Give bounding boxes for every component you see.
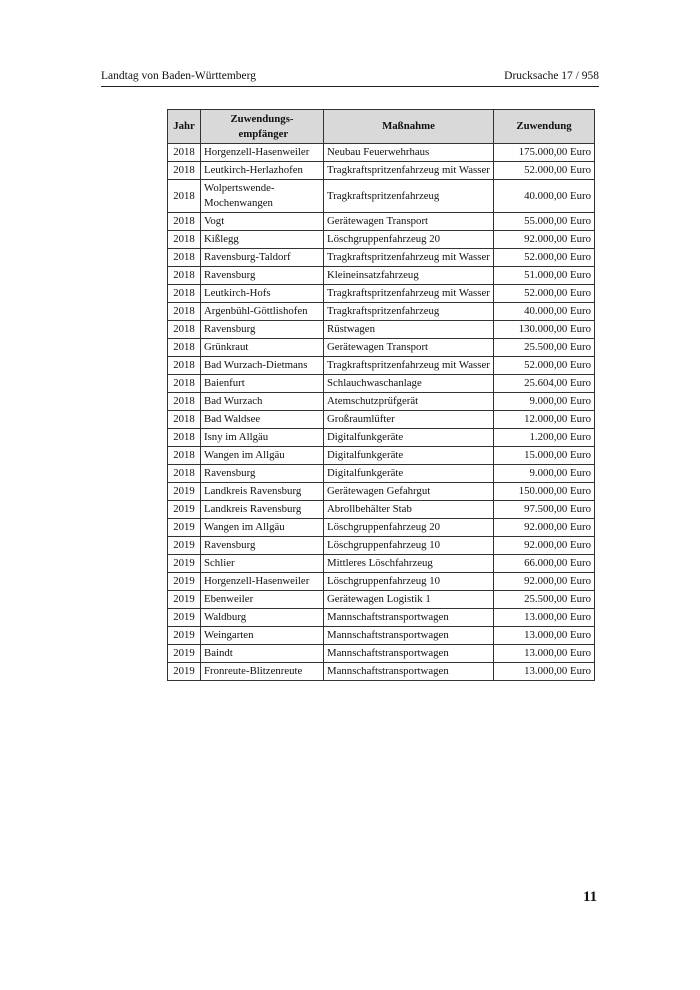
cell-recipient: Schlier xyxy=(201,555,324,573)
cell-measure: Tragkraftspritzenfahrzeug mit Wasser xyxy=(324,162,494,180)
table-row xyxy=(168,555,595,573)
cell-recipient: Vogt xyxy=(201,213,324,231)
cell-year: 2019 xyxy=(168,501,201,519)
cell-amount: 92.000,00 Euro xyxy=(494,537,595,555)
cell-year: 2018 xyxy=(168,375,201,393)
cell-measure: Kleineinsatzfahrzeug xyxy=(324,267,494,285)
cell-recipient: Baindt xyxy=(201,645,324,663)
table-body xyxy=(168,144,595,681)
cell-measure: Tragkraftspritzenfahrzeug mit Wasser xyxy=(324,249,494,267)
col-header-recipient: Zuwendungs- empfänger xyxy=(201,110,324,144)
table-row xyxy=(168,213,595,231)
cell-measure: Schlauchwaschanlage xyxy=(324,375,494,393)
cell-recipient: Bad Wurzach xyxy=(201,393,324,411)
page-header xyxy=(101,69,599,87)
cell-recipient: Grünkraut xyxy=(201,339,324,357)
cell-recipient: Argenbühl-Göttlishofen xyxy=(201,303,324,321)
table-row xyxy=(168,249,595,267)
cell-year: 2018 xyxy=(168,339,201,357)
cell-measure: Mannschaftstransportwagen xyxy=(324,663,494,681)
cell-amount: 9.000,00 Euro xyxy=(494,393,595,411)
cell-amount: 25.604,00 Euro xyxy=(494,375,595,393)
table-row xyxy=(168,180,595,213)
cell-amount: 12.000,00 Euro xyxy=(494,411,595,429)
cell-amount: 92.000,00 Euro xyxy=(494,231,595,249)
cell-recipient: Wangen im Allgäu xyxy=(201,519,324,537)
table-row xyxy=(168,609,595,627)
cell-amount: 15.000,00 Euro xyxy=(494,447,595,465)
cell-amount: 1.200,00 Euro xyxy=(494,429,595,447)
cell-recipient: Leutkirch-Hofs xyxy=(201,285,324,303)
cell-recipient: Leutkirch-Herlazhofen xyxy=(201,162,324,180)
table-row xyxy=(168,573,595,591)
table-row xyxy=(168,483,595,501)
cell-measure: Tragkraftspritzenfahrzeug mit Wasser xyxy=(324,285,494,303)
cell-amount: 97.500,00 Euro xyxy=(494,501,595,519)
cell-measure: Tragkraftspritzenfahrzeug xyxy=(324,180,494,213)
cell-year: 2019 xyxy=(168,645,201,663)
cell-amount: 13.000,00 Euro xyxy=(494,645,595,663)
cell-year: 2018 xyxy=(168,162,201,180)
cell-measure: Gerätewagen Logistik 1 xyxy=(324,591,494,609)
cell-year: 2018 xyxy=(168,429,201,447)
table-row xyxy=(168,303,595,321)
cell-amount: 9.000,00 Euro xyxy=(494,465,595,483)
table-row xyxy=(168,285,595,303)
cell-amount: 52.000,00 Euro xyxy=(494,357,595,375)
cell-measure: Tragkraftspritzenfahrzeug mit Wasser xyxy=(324,357,494,375)
table-row xyxy=(168,429,595,447)
cell-amount: 92.000,00 Euro xyxy=(494,519,595,537)
cell-year: 2019 xyxy=(168,609,201,627)
cell-amount: 130.000,00 Euro xyxy=(494,321,595,339)
cell-year: 2018 xyxy=(168,447,201,465)
cell-year: 2019 xyxy=(168,591,201,609)
cell-measure: Löschgruppenfahrzeug 10 xyxy=(324,573,494,591)
cell-amount: 52.000,00 Euro xyxy=(494,162,595,180)
table-row xyxy=(168,537,595,555)
cell-amount: 25.500,00 Euro xyxy=(494,339,595,357)
cell-amount: 55.000,00 Euro xyxy=(494,213,595,231)
cell-measure: Großraumlüfter xyxy=(324,411,494,429)
cell-year: 2018 xyxy=(168,285,201,303)
cell-recipient: Bad Wurzach-Dietmans xyxy=(201,357,324,375)
cell-year: 2018 xyxy=(168,393,201,411)
cell-measure: Digitalfunkgeräte xyxy=(324,447,494,465)
cell-measure: Mannschaftstransportwagen xyxy=(324,645,494,663)
cell-amount: 40.000,00 Euro xyxy=(494,303,595,321)
cell-recipient: Ravensburg-Taldorf xyxy=(201,249,324,267)
cell-year: 2019 xyxy=(168,573,201,591)
table-row xyxy=(168,267,595,285)
cell-measure: Atemschutzprüfgerät xyxy=(324,393,494,411)
table-row xyxy=(168,645,595,663)
cell-amount: 175.000,00 Euro xyxy=(494,144,595,162)
cell-recipient: Wolpertswende-Mochenwangen xyxy=(201,180,324,213)
cell-measure: Neubau Feuerwehrhaus xyxy=(324,144,494,162)
cell-year: 2019 xyxy=(168,537,201,555)
parliament-name: Landtag von Baden-Württemberg xyxy=(101,70,256,82)
cell-measure: Mittleres Löschfahrzeug xyxy=(324,555,494,573)
cell-amount: 150.000,00 Euro xyxy=(494,483,595,501)
col-header-amount: Zuwendung xyxy=(494,110,595,144)
cell-recipient: Bad Waldsee xyxy=(201,411,324,429)
cell-amount: 52.000,00 Euro xyxy=(494,285,595,303)
cell-measure: Löschgruppenfahrzeug 10 xyxy=(324,537,494,555)
cell-recipient: Ravensburg xyxy=(201,465,324,483)
cell-recipient: Landkreis Ravensburg xyxy=(201,501,324,519)
cell-recipient: Horgenzell-Hasenweiler xyxy=(201,144,324,162)
table-row xyxy=(168,447,595,465)
table-row xyxy=(168,375,595,393)
cell-amount: 66.000,00 Euro xyxy=(494,555,595,573)
cell-recipient: Horgenzell-Hasenweiler xyxy=(201,573,324,591)
cell-measure: Mannschaftstransportwagen xyxy=(324,609,494,627)
cell-recipient: Ravensburg xyxy=(201,267,324,285)
cell-measure: Löschgruppenfahrzeug 20 xyxy=(324,519,494,537)
cell-year: 2019 xyxy=(168,483,201,501)
cell-recipient: Waldburg xyxy=(201,609,324,627)
cell-measure: Rüstwagen xyxy=(324,321,494,339)
cell-amount: 13.000,00 Euro xyxy=(494,663,595,681)
cell-year: 2019 xyxy=(168,519,201,537)
cell-recipient: Wangen im Allgäu xyxy=(201,447,324,465)
document-number: Drucksache 17 / 958 xyxy=(504,70,599,82)
cell-measure: Gerätewagen Gefahrgut xyxy=(324,483,494,501)
table-row xyxy=(168,501,595,519)
cell-measure: Mannschaftstransportwagen xyxy=(324,627,494,645)
cell-year: 2018 xyxy=(168,267,201,285)
cell-amount: 25.500,00 Euro xyxy=(494,591,595,609)
cell-year: 2019 xyxy=(168,663,201,681)
table-row xyxy=(168,411,595,429)
table-header-row xyxy=(168,110,595,144)
cell-measure: Gerätewagen Transport xyxy=(324,339,494,357)
cell-year: 2019 xyxy=(168,627,201,645)
cell-recipient: Landkreis Ravensburg xyxy=(201,483,324,501)
table-row xyxy=(168,162,595,180)
page-number: 11 xyxy=(583,889,598,905)
cell-measure: Gerätewagen Transport xyxy=(324,213,494,231)
cell-year: 2019 xyxy=(168,555,201,573)
cell-amount: 40.000,00 Euro xyxy=(494,180,595,213)
table-row xyxy=(168,591,595,609)
cell-recipient: Ebenweiler xyxy=(201,591,324,609)
cell-year: 2018 xyxy=(168,213,201,231)
table-row xyxy=(168,465,595,483)
cell-recipient: Fronreute-Blitzenreute xyxy=(201,663,324,681)
cell-measure: Digitalfunkgeräte xyxy=(324,429,494,447)
cell-recipient: Ravensburg xyxy=(201,537,324,555)
cell-year: 2018 xyxy=(168,411,201,429)
cell-amount: 92.000,00 Euro xyxy=(494,573,595,591)
cell-amount: 13.000,00 Euro xyxy=(494,609,595,627)
table-row xyxy=(168,144,595,162)
cell-amount: 51.000,00 Euro xyxy=(494,267,595,285)
col-header-measure: Maßnahme xyxy=(324,110,494,144)
cell-year: 2018 xyxy=(168,303,201,321)
cell-year: 2018 xyxy=(168,180,201,213)
cell-year: 2018 xyxy=(168,144,201,162)
cell-year: 2018 xyxy=(168,249,201,267)
table-row xyxy=(168,663,595,681)
cell-recipient: Ravensburg xyxy=(201,321,324,339)
cell-year: 2018 xyxy=(168,321,201,339)
cell-year: 2018 xyxy=(168,231,201,249)
cell-measure: Digitalfunkgeräte xyxy=(324,465,494,483)
table-row xyxy=(168,393,595,411)
cell-measure: Abrollbehälter Stab xyxy=(324,501,494,519)
cell-measure: Löschgruppenfahrzeug 20 xyxy=(324,231,494,249)
cell-recipient: Isny im Allgäu xyxy=(201,429,324,447)
col-header-year: Jahr xyxy=(168,110,201,144)
table-row xyxy=(168,357,595,375)
cell-year: 2018 xyxy=(168,465,201,483)
cell-recipient: Kißlegg xyxy=(201,231,324,249)
cell-measure: Tragkraftspritzenfahrzeug xyxy=(324,303,494,321)
table-row xyxy=(168,339,595,357)
cell-recipient: Baienfurt xyxy=(201,375,324,393)
cell-amount: 13.000,00 Euro xyxy=(494,627,595,645)
funding-table xyxy=(167,109,595,681)
table-row xyxy=(168,519,595,537)
table-row xyxy=(168,321,595,339)
table-row xyxy=(168,627,595,645)
cell-year: 2018 xyxy=(168,357,201,375)
table-row xyxy=(168,231,595,249)
cell-recipient: Weingarten xyxy=(201,627,324,645)
cell-amount: 52.000,00 Euro xyxy=(494,249,595,267)
